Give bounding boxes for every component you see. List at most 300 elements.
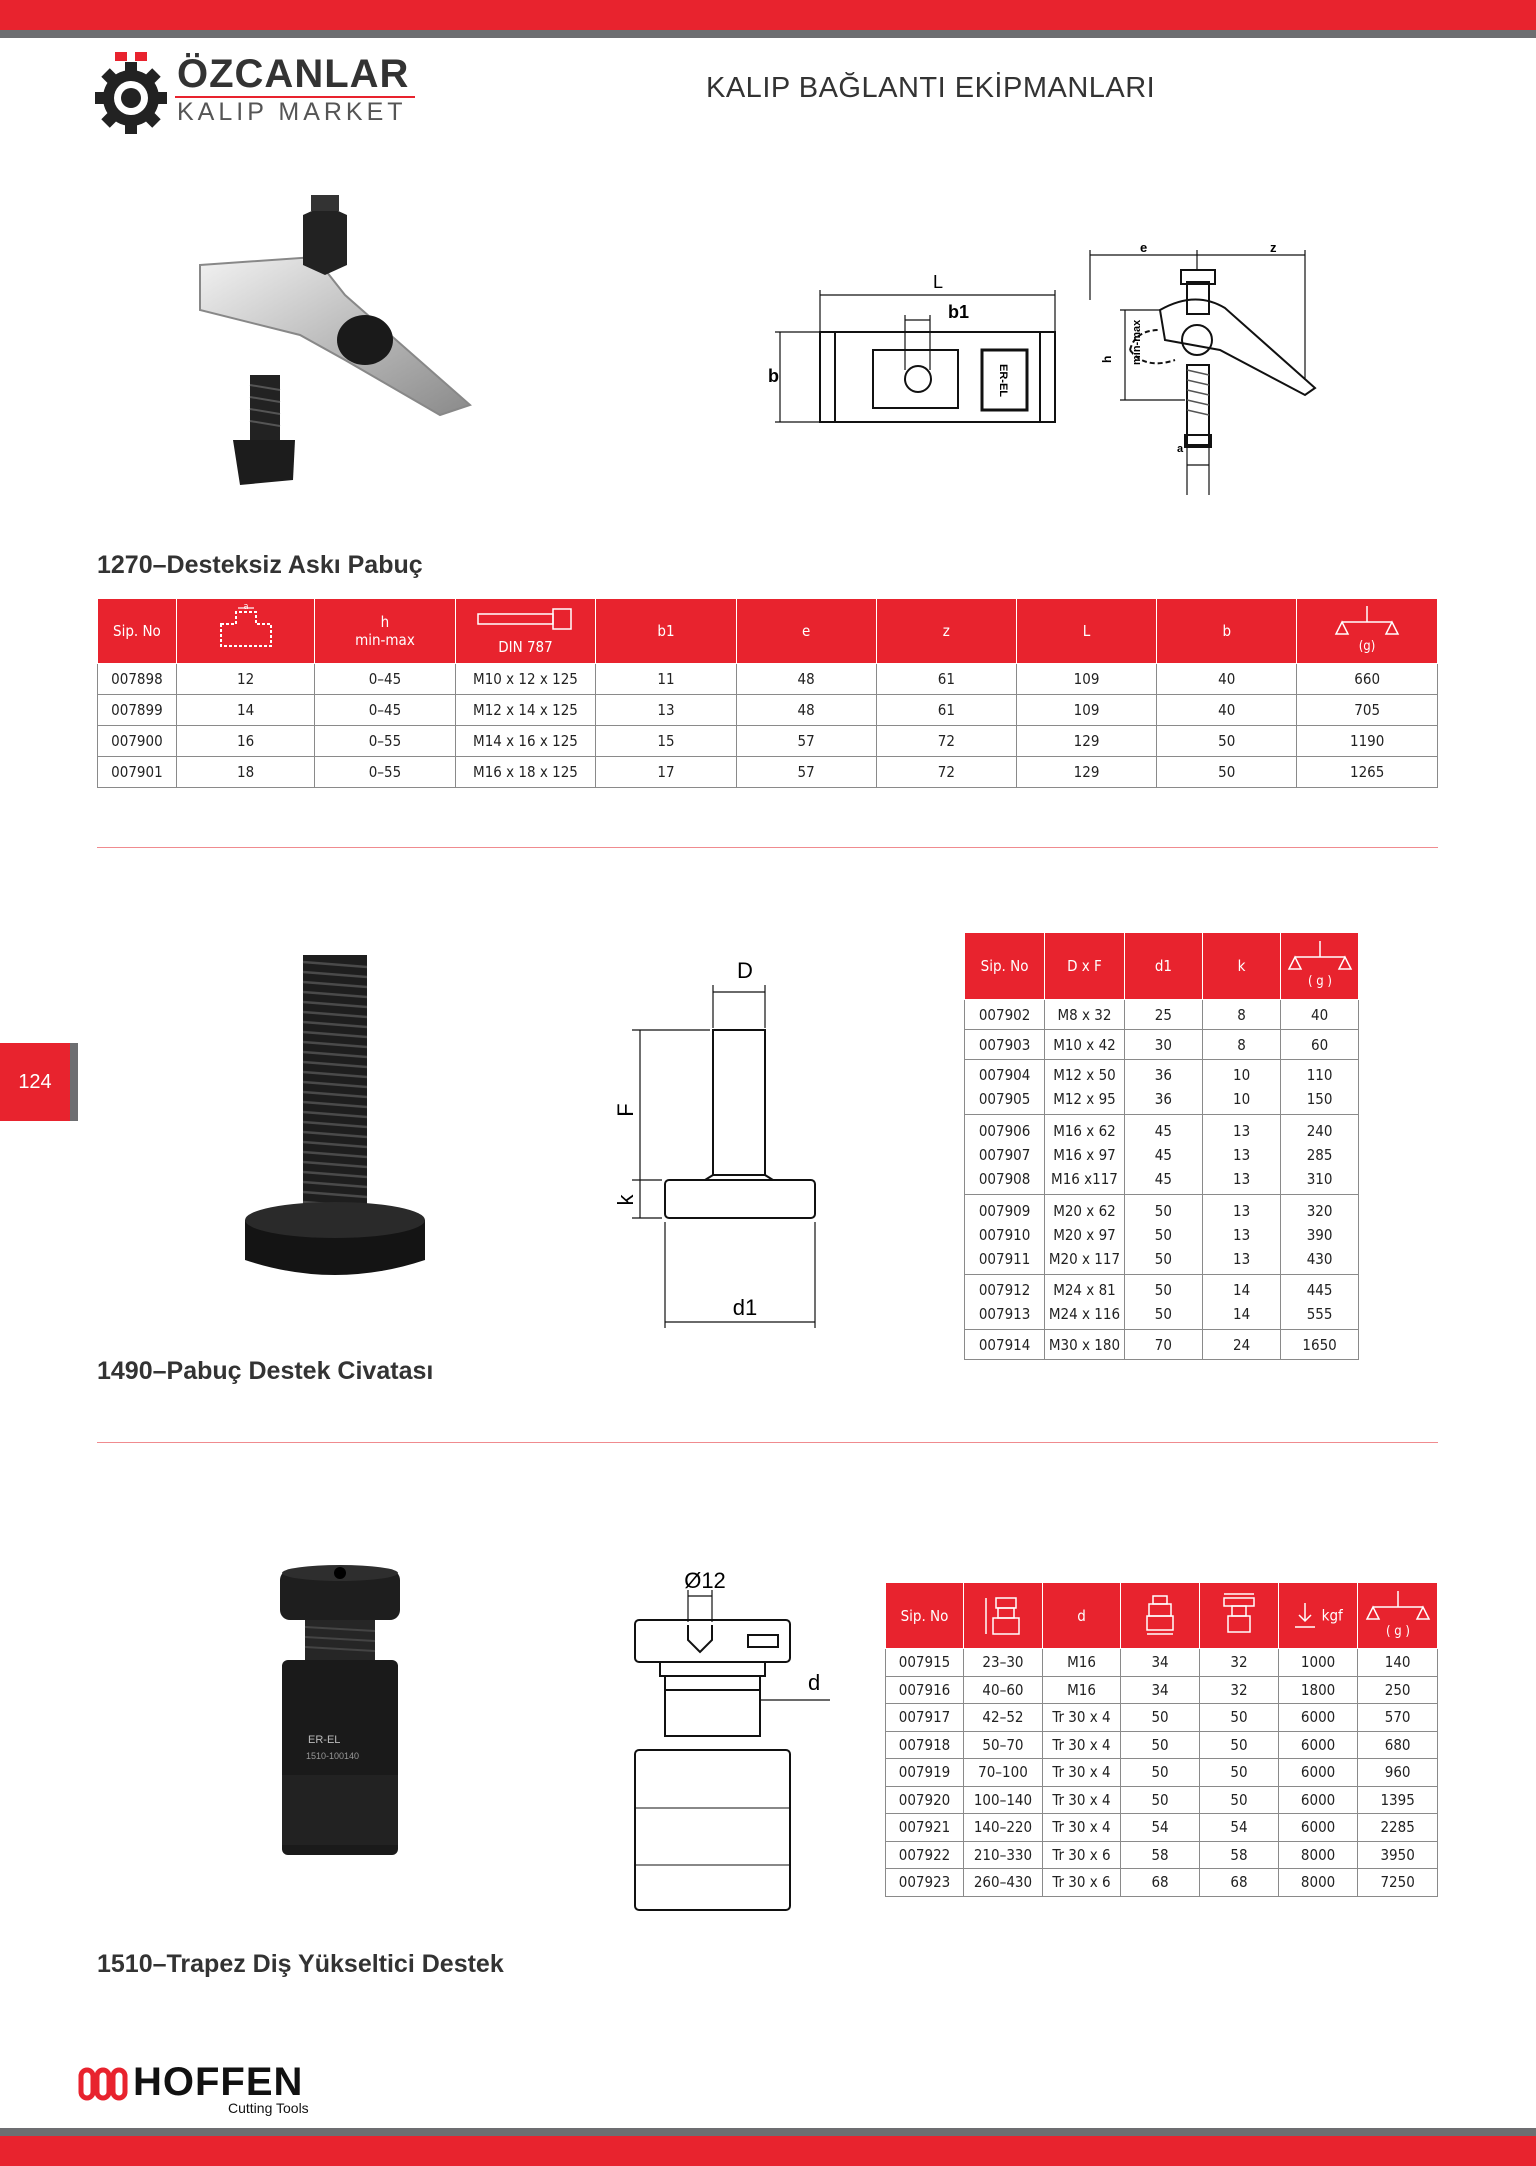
dim-d-label: d — [808, 1670, 821, 1695]
cell-line: 1650 — [1302, 1335, 1337, 1354]
header-e: e — [736, 599, 876, 664]
table-cell: Tr 30 x 4 — [1042, 1731, 1120, 1759]
table-cell — [1202, 1330, 1280, 1360]
scale-icon — [1363, 1589, 1433, 1639]
top-gray-band — [0, 30, 1536, 38]
dim-dia-label: Ø12 — [684, 1568, 726, 1593]
weight-unit-label: (g) — [1358, 639, 1376, 654]
table-cell: 3950 — [1358, 1841, 1438, 1869]
table-cell: 2285 — [1358, 1814, 1438, 1842]
table-row — [965, 1115, 1359, 1195]
table-cell: M14 x 16 x 125 — [455, 726, 596, 757]
table-cell — [1281, 1060, 1359, 1115]
section-divider-1 — [97, 847, 1438, 848]
cell-line: 30 — [1154, 1035, 1172, 1054]
dim-h-label: h — [1100, 355, 1114, 363]
table-header-row — [965, 933, 1359, 1000]
table-cell — [1124, 1000, 1202, 1030]
cell-line: 240 — [1306, 1121, 1333, 1140]
cell-line: M20 x 62 — [1053, 1201, 1116, 1220]
table-cell: 48 — [736, 664, 876, 695]
header-sip-no: Sip. No — [965, 933, 1045, 1000]
table-cell: 007919 — [886, 1759, 964, 1787]
cell-line: 150 — [1306, 1090, 1333, 1108]
table-cell: 50 — [1121, 1759, 1200, 1787]
cell-line: 13 — [1232, 1249, 1251, 1268]
table-cell: M16 — [1042, 1649, 1120, 1677]
cell-line: 390 — [1306, 1225, 1333, 1244]
section2-table — [964, 932, 1359, 1360]
table-cell — [1202, 1000, 1280, 1030]
table-cell: M16 x 18 x 125 — [455, 757, 596, 788]
table-cell: 0–55 — [315, 726, 455, 757]
dim-b1-label: b1 — [948, 302, 970, 322]
table-cell: 54 — [1200, 1814, 1279, 1842]
cell-line: 13 — [1232, 1145, 1251, 1164]
table-cell — [965, 1115, 1045, 1195]
cell-line: 110 — [1306, 1066, 1333, 1084]
cell-line: 60 — [1311, 1035, 1329, 1054]
cell-line: 007906 — [978, 1121, 1031, 1140]
table-cell — [1281, 1275, 1359, 1330]
table-cell: 12 — [176, 664, 314, 695]
range-height-icon — [978, 1590, 1028, 1638]
table-row — [98, 695, 1438, 726]
head-diameter-icon — [1214, 1590, 1264, 1638]
table-cell: 007923 — [886, 1869, 964, 1897]
table-cell — [1202, 1030, 1280, 1060]
cell-line: M8 x 32 — [1057, 1005, 1112, 1024]
weight-unit-label: ( g ) — [1307, 974, 1332, 989]
cell-line: 50 — [1154, 1201, 1172, 1220]
cell-line: 007902 — [978, 1005, 1031, 1024]
table-cell — [965, 1000, 1045, 1030]
cell-line: 10 — [1232, 1066, 1251, 1084]
table-cell — [1124, 1195, 1202, 1275]
table-cell: 0–45 — [315, 695, 455, 726]
cell-line: 430 — [1306, 1249, 1333, 1268]
cell-line: 555 — [1306, 1305, 1333, 1323]
cell-line: 310 — [1306, 1169, 1333, 1188]
cell-line: 36 — [1154, 1066, 1172, 1084]
table-cell: 34 — [1121, 1649, 1200, 1677]
header-weight — [1281, 933, 1359, 1000]
table-cell: 570 — [1358, 1704, 1438, 1732]
load-arrow-icon — [1293, 1601, 1317, 1631]
header-L: L — [1016, 599, 1156, 664]
table-row — [965, 1060, 1359, 1115]
cell-line: 007911 — [978, 1249, 1031, 1268]
gear-icon — [95, 50, 175, 135]
table-cell: 129 — [1016, 726, 1156, 757]
table-cell — [1045, 1030, 1125, 1060]
photo-code-marking: 1510-100140 — [306, 1751, 360, 1761]
cell-line: M16 x117 — [1051, 1169, 1118, 1188]
section3-table — [885, 1582, 1438, 1897]
table-cell: 7250 — [1358, 1869, 1438, 1897]
cell-line: 14 — [1232, 1281, 1251, 1299]
table-cell: 11 — [596, 664, 736, 695]
header-din-label: DIN 787 — [498, 638, 553, 656]
table-cell: Tr 30 x 4 — [1042, 1704, 1120, 1732]
cell-line: 007912 — [978, 1281, 1031, 1299]
table-cell — [1124, 1030, 1202, 1060]
cell-line: 007903 — [978, 1035, 1031, 1054]
table-cell: 1800 — [1278, 1676, 1357, 1704]
header-dim1 — [1121, 1583, 1200, 1649]
dim-z-label: z — [1270, 240, 1277, 255]
dim-minmax-label: min-max — [1131, 319, 1143, 365]
table-row — [886, 1731, 1438, 1759]
table-cell: 50 — [1200, 1759, 1279, 1787]
cell-line: 50 — [1154, 1305, 1172, 1323]
header-din — [455, 599, 596, 664]
cell-line: 007904 — [978, 1066, 1031, 1084]
header-d1: d1 — [1124, 933, 1202, 1000]
table-cell: 007898 — [98, 664, 177, 695]
table-cell: 129 — [1016, 757, 1156, 788]
table-cell: 007918 — [886, 1731, 964, 1759]
table-cell: 50 — [1121, 1704, 1200, 1732]
cell-line: 45 — [1154, 1169, 1172, 1188]
table-cell: 40 — [1157, 695, 1297, 726]
table-cell — [1124, 1115, 1202, 1195]
table-cell: 250 — [1358, 1676, 1438, 1704]
table-cell — [1202, 1115, 1280, 1195]
cell-line: 13 — [1232, 1225, 1251, 1244]
table-cell: 007915 — [886, 1649, 964, 1677]
table-cell: 50 — [1157, 757, 1297, 788]
table-cell: 42–52 — [964, 1704, 1043, 1732]
cell-line: 10 — [1232, 1090, 1251, 1108]
dim-b-label: b — [768, 366, 779, 386]
cell-line: 50 — [1154, 1281, 1172, 1299]
header-weight — [1358, 1583, 1438, 1649]
cell-line: 007908 — [978, 1169, 1031, 1188]
hoffen-rings-icon — [78, 2066, 130, 2102]
table-row — [886, 1814, 1438, 1842]
page-number-tab: 124 — [0, 1043, 70, 1121]
cell-line: 50 — [1154, 1225, 1172, 1244]
cell-line: 8 — [1237, 1005, 1246, 1024]
table-cell — [1124, 1330, 1202, 1360]
header-kgf-label: kgf — [1321, 1606, 1343, 1624]
page-tab-edge — [70, 1043, 78, 1121]
table-row — [965, 1330, 1359, 1360]
table-cell — [1124, 1060, 1202, 1115]
table-cell: 680 — [1358, 1731, 1438, 1759]
table-cell: 660 — [1297, 664, 1438, 695]
cell-line: 13 — [1232, 1201, 1251, 1220]
cell-line: 25 — [1154, 1005, 1172, 1024]
table-row — [886, 1841, 1438, 1869]
table-cell — [1045, 1195, 1125, 1275]
table-cell: 6000 — [1278, 1704, 1357, 1732]
cell-line: M24 x 116 — [1048, 1305, 1121, 1323]
dim-k-label: k — [613, 1194, 638, 1206]
bottom-red-band — [0, 2136, 1536, 2166]
header-b: b — [1157, 599, 1297, 664]
table-cell: 57 — [736, 757, 876, 788]
table-cell: Tr 30 x 6 — [1042, 1869, 1120, 1897]
table-cell: 70–100 — [964, 1759, 1043, 1787]
table-cell: 68 — [1121, 1869, 1200, 1897]
table-cell: 210–330 — [964, 1841, 1043, 1869]
header-sip-no: Sip. No — [886, 1583, 964, 1649]
header-b1: b1 — [596, 599, 736, 664]
table-cell: 6000 — [1278, 1786, 1357, 1814]
cell-line: M24 x 81 — [1053, 1281, 1116, 1299]
table-cell: 007920 — [886, 1786, 964, 1814]
clamp-photo — [185, 195, 485, 495]
table-cell: 58 — [1200, 1841, 1279, 1869]
cell-line: M12 x 95 — [1053, 1090, 1116, 1108]
photo-brand-marking: ER-EL — [308, 1734, 341, 1746]
table-row — [886, 1869, 1438, 1897]
table-cell: 007916 — [886, 1676, 964, 1704]
cell-line: M12 x 50 — [1053, 1066, 1116, 1084]
top-red-band — [0, 0, 1536, 30]
table-cell: 6000 — [1278, 1814, 1357, 1842]
header-z: z — [876, 599, 1016, 664]
table-row — [98, 726, 1438, 757]
table-row — [886, 1649, 1438, 1677]
header-h — [315, 599, 455, 664]
cell-line: M20 x 97 — [1053, 1225, 1116, 1244]
slot-a-label: a — [243, 604, 249, 612]
scale-icon — [1332, 604, 1402, 654]
table-row — [886, 1759, 1438, 1787]
t-bolt-icon — [473, 606, 578, 634]
cell-line: 13 — [1232, 1169, 1251, 1188]
header-dim2 — [1200, 1583, 1279, 1649]
table-cell: 8000 — [1278, 1869, 1357, 1897]
table-cell: 40 — [1157, 664, 1297, 695]
cell-line: M16 x 97 — [1053, 1145, 1116, 1164]
table-cell: Tr 30 x 4 — [1042, 1759, 1120, 1787]
table-cell: 109 — [1016, 695, 1156, 726]
table-row — [965, 1000, 1359, 1030]
table-cell: 61 — [876, 695, 1016, 726]
table-cell — [1045, 1000, 1125, 1030]
table-row — [965, 1195, 1359, 1275]
table-cell: 007901 — [98, 757, 177, 788]
cell-line: 70 — [1154, 1335, 1172, 1354]
table-cell: 1395 — [1358, 1786, 1438, 1814]
table-cell: 72 — [876, 726, 1016, 757]
table-cell: 007900 — [98, 726, 177, 757]
table-cell: 61 — [876, 664, 1016, 695]
table-cell — [1045, 1330, 1125, 1360]
table-cell: 57 — [736, 726, 876, 757]
page-title: KALIP BAĞLANTI EKİPMANLARI — [706, 72, 1156, 104]
header-slot — [176, 599, 314, 664]
table-cell: 17 — [596, 757, 736, 788]
table-cell: 23–30 — [964, 1649, 1043, 1677]
dim-e-label: e — [1140, 240, 1148, 255]
table-cell: 6000 — [1278, 1759, 1357, 1787]
scale-icon — [1285, 939, 1355, 989]
cell-line: 445 — [1306, 1281, 1333, 1299]
table-cell: 8000 — [1278, 1841, 1357, 1869]
cell-line: 007907 — [978, 1145, 1031, 1164]
header-range — [964, 1583, 1043, 1649]
base-diameter-icon — [1135, 1590, 1185, 1638]
dim-d1-label: d1 — [732, 1295, 758, 1320]
section1-table — [97, 598, 1438, 788]
table-cell: 34 — [1121, 1676, 1200, 1704]
section2-title: 1490–Pabuç Destek Civatası — [97, 1357, 434, 1385]
support-bolt-photo — [240, 950, 430, 1290]
clamp-side-view-drawing — [1075, 240, 1325, 505]
table-cell — [965, 1060, 1045, 1115]
header-h-sub: min-max — [355, 631, 415, 649]
table-cell: 260–430 — [964, 1869, 1043, 1897]
table-cell: 18 — [176, 757, 314, 788]
cell-line: 24 — [1232, 1335, 1251, 1354]
cell-line: M16 x 62 — [1053, 1121, 1116, 1140]
weight-unit-label: ( g ) — [1385, 1623, 1410, 1639]
table-cell: 50–70 — [964, 1731, 1043, 1759]
table-cell: M12 x 14 x 125 — [455, 695, 596, 726]
ozcanlar-logo — [95, 50, 425, 135]
table-cell — [1281, 1000, 1359, 1030]
table-cell: 140–220 — [964, 1814, 1043, 1842]
table-cell: M16 — [1042, 1676, 1120, 1704]
table-cell: 0–45 — [315, 664, 455, 695]
cell-line: 320 — [1306, 1201, 1333, 1220]
dim-F-label: F — [613, 1103, 638, 1117]
cell-line: 007909 — [978, 1201, 1031, 1220]
table-cell: 13 — [596, 695, 736, 726]
table-cell: M10 x 12 x 125 — [455, 664, 596, 695]
table-cell — [1045, 1060, 1125, 1115]
table-cell: 140 — [1358, 1649, 1438, 1677]
cell-line: 285 — [1306, 1145, 1333, 1164]
table-header-row — [98, 599, 1438, 664]
table-cell — [1281, 1330, 1359, 1360]
cell-line: 007914 — [978, 1335, 1031, 1354]
table-cell: 72 — [876, 757, 1016, 788]
table-cell — [1124, 1275, 1202, 1330]
cell-line: M20 x 117 — [1048, 1249, 1121, 1268]
table-row — [886, 1676, 1438, 1704]
table-cell: 007922 — [886, 1841, 964, 1869]
table-cell — [1202, 1195, 1280, 1275]
hoffen-logo — [78, 2060, 338, 2120]
table-cell — [965, 1275, 1045, 1330]
table-cell: 48 — [736, 695, 876, 726]
cell-line: 36 — [1154, 1090, 1172, 1108]
cell-line: 13 — [1232, 1121, 1251, 1140]
table-row — [886, 1786, 1438, 1814]
table-cell — [1281, 1030, 1359, 1060]
table-row — [98, 664, 1438, 695]
cell-line: 45 — [1154, 1121, 1172, 1140]
table-cell: 960 — [1358, 1759, 1438, 1787]
table-cell: 007899 — [98, 695, 177, 726]
table-cell — [965, 1195, 1045, 1275]
brand-name: ÖZCANLAR — [177, 52, 410, 96]
table-cell — [1281, 1195, 1359, 1275]
table-cell — [1202, 1275, 1280, 1330]
table-cell — [965, 1030, 1045, 1060]
header-weight — [1297, 599, 1438, 664]
screw-jack-photo — [270, 1565, 410, 1865]
table-row — [886, 1704, 1438, 1732]
table-cell: 58 — [1121, 1841, 1200, 1869]
table-cell: 68 — [1200, 1869, 1279, 1897]
table-cell: Tr 30 x 6 — [1042, 1841, 1120, 1869]
cell-line: 007905 — [978, 1090, 1031, 1108]
table-cell: 32 — [1200, 1649, 1279, 1677]
table-cell — [1045, 1115, 1125, 1195]
footer-brand: HOFFEN — [133, 2060, 304, 2104]
screw-jack-drawing — [620, 1560, 850, 1920]
header-load — [1278, 1583, 1357, 1649]
table-cell: 109 — [1016, 664, 1156, 695]
header-k: k — [1202, 933, 1280, 1000]
clamp-top-view-drawing — [750, 270, 1080, 450]
table-row — [98, 757, 1438, 788]
table-cell: 16 — [176, 726, 314, 757]
dim-a-label: a — [1177, 443, 1184, 455]
table-cell: 40–60 — [964, 1676, 1043, 1704]
section-divider-2 — [97, 1442, 1438, 1443]
table-cell: 50 — [1200, 1731, 1279, 1759]
table-row — [965, 1030, 1359, 1060]
table-cell: 100–140 — [964, 1786, 1043, 1814]
table-row — [965, 1275, 1359, 1330]
cell-line: M30 x 180 — [1048, 1335, 1121, 1354]
table-cell: 1190 — [1297, 726, 1438, 757]
bottom-gray-band — [0, 2128, 1536, 2136]
cell-line: 007910 — [978, 1225, 1031, 1244]
table-cell — [1281, 1115, 1359, 1195]
table-cell: 1265 — [1297, 757, 1438, 788]
dim-L-label: L — [933, 272, 944, 292]
table-cell: 32 — [1200, 1676, 1279, 1704]
table-cell: 007917 — [886, 1704, 964, 1732]
table-cell — [965, 1330, 1045, 1360]
table-header-row — [886, 1583, 1438, 1649]
table-cell: Tr 30 x 4 — [1042, 1814, 1120, 1842]
section1-title: 1270–Desteksiz Askı Pabuç — [97, 551, 423, 579]
table-cell: 6000 — [1278, 1731, 1357, 1759]
table-cell: 54 — [1121, 1814, 1200, 1842]
t-slot-icon — [216, 604, 276, 654]
section3-title: 1510–Trapez Diş Yükseltici Destek — [97, 1950, 504, 1978]
table-cell: 15 — [596, 726, 736, 757]
cell-line: M10 x 42 — [1053, 1035, 1116, 1054]
table-cell: 0–55 — [315, 757, 455, 788]
table-cell: 50 — [1200, 1704, 1279, 1732]
table-cell: 50 — [1200, 1786, 1279, 1814]
table-cell: 50 — [1121, 1731, 1200, 1759]
dim-D-label: D — [737, 958, 753, 983]
footer-brand-sub: Cutting Tools — [228, 2100, 309, 2116]
table-cell: 007921 — [886, 1814, 964, 1842]
table-cell: 50 — [1121, 1786, 1200, 1814]
brand-subtitle: KALIP MARKET — [177, 98, 407, 126]
cell-line: 50 — [1154, 1249, 1172, 1268]
stamp-label: ER-EL — [997, 364, 1009, 397]
support-bolt-drawing — [600, 950, 860, 1330]
header-h-label: h — [380, 613, 390, 631]
table-cell — [1202, 1060, 1280, 1115]
cell-line: 45 — [1154, 1145, 1172, 1164]
cell-line: 8 — [1237, 1035, 1246, 1054]
